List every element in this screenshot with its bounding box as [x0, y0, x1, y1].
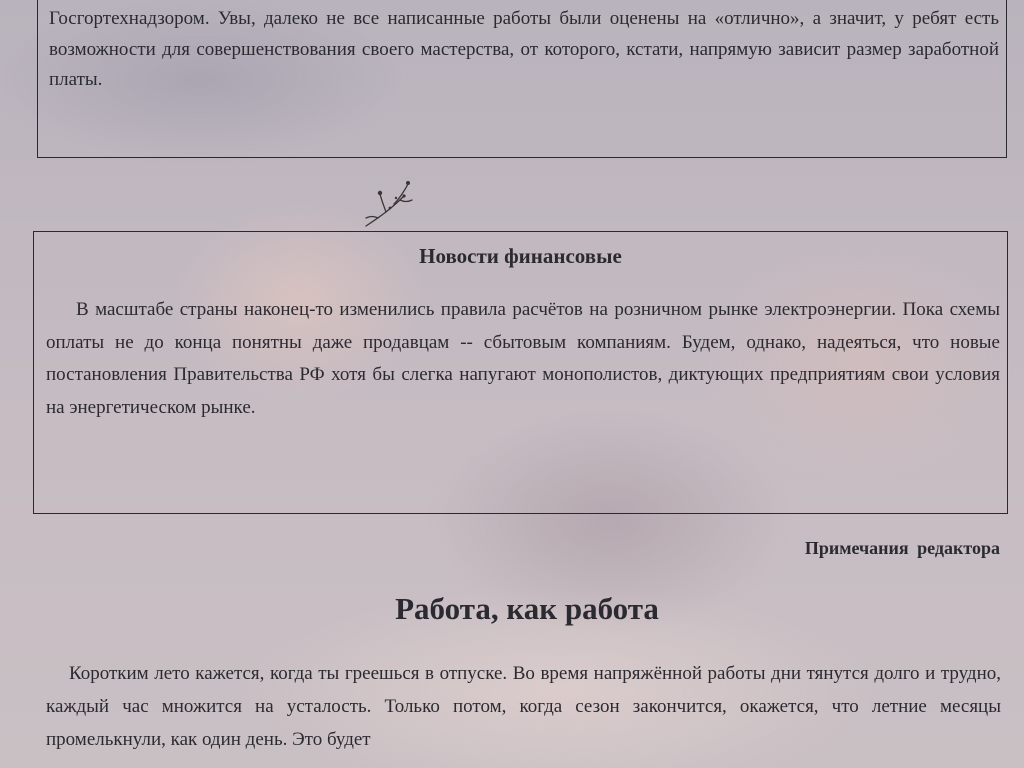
- news-finance-title: Новости финансовые: [419, 244, 622, 268]
- article-title: Работа, как работа: [395, 591, 659, 626]
- news-finance-text: В масштабе страны наконец-то изменились правила расчётов на розничном рынке электроэнергии. Пока схемы оплаты не до конца понятны даже продавцам -- сбытовым компаниям. Будем, однако, надеяться, что новые постановления Правительства РФ хотя бы слегка напугают монополистов, диктующих предприятиям свои условия на энергетическом рынке.: [46, 299, 1000, 418]
- top-article-text: Госгортехнадзором. Увы, далеко не все написанные работы были оценены на «отлично», а значит, у ребят есть возможности для совершенствования своего мастерства, от которого, кстати, напрямую зависит размер заработной платы.: [49, 8, 999, 90]
- article-text: Коротким лето кажется, когда ты греешься в отпуске. Во время напряжённой работы дни тянутся долго и трудно, каждый час множится на усталость. Только потом, когда сезон закончится, окажется, что летние месяцы промелькнули, как один день. Это будет: [46, 663, 1001, 750]
- editor-note: Примечания редактора: [804, 538, 1000, 558]
- sprig-icon: [360, 176, 416, 232]
